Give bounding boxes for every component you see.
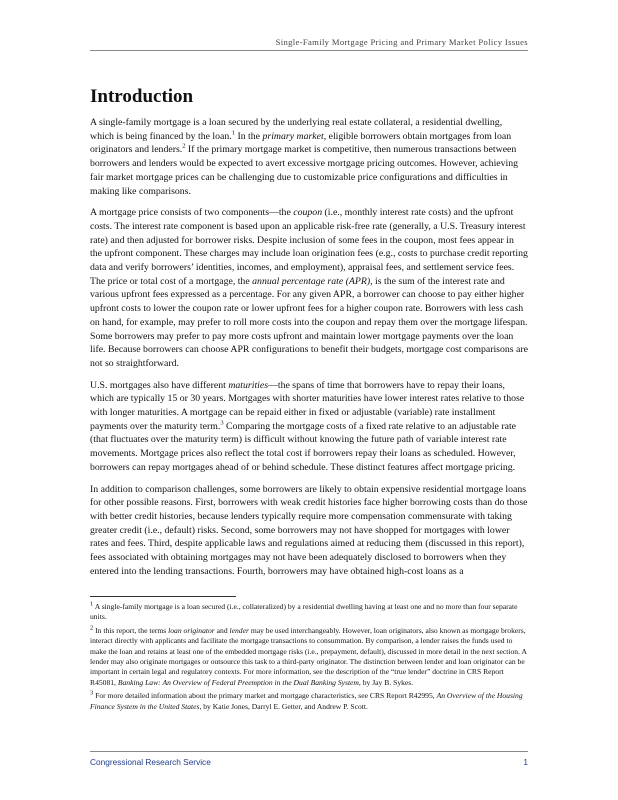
footnote-2-text-b: and: [214, 625, 230, 635]
page-number: 1: [523, 757, 528, 767]
section-title: Introduction: [90, 86, 194, 107]
paragraph-3: [90, 379, 528, 475]
p3-emphasis-maturities: maturities: [228, 379, 269, 391]
p3-text-a: U.S. mortgages also have different: [90, 379, 229, 391]
footnote-2-report-title: Banking Law: An Overview of Federal Preemption in the Dual Banking System: [117, 677, 359, 687]
footer-publisher: Congressional Research Service: [90, 757, 211, 767]
footnote-3-text-a: For more detailed information about the primary market and mortgage characteristics, see CRS Report R42995,: [93, 691, 437, 701]
p2-text-b: (i.e., monthly interest rate costs) and the upfront costs. The interest rate component is based upon an applicable risk-free rate (generally, a U.S. Treasury interest rate) and then adjusted for borrower risks. Despite inclusion of some fees in the coupon, most fees appear in the upfront component. These charges may include loan origination fees (e.g., costs to purchase credit reporting data and verify borrowers’ identities, incomes, and employment), appraisal fees, and settlement service fees. The price or total cost of a mortgage, the: [90, 207, 528, 287]
p2-emphasis-apr: annual percentage rate (APR): [252, 275, 371, 287]
footnote-3: [90, 691, 528, 712]
footnote-2-text-a: In this report, the terms: [93, 625, 169, 635]
footnote-ref-1[interactable]: 1: [231, 129, 235, 137]
footnote-2-text-c: may be used interchangeably. However, loan originators, also known as mortgage brokers, interact directly with applicants and facilitate the mortgage transactions to consummation. By comparison, a lender raises the funds used to make the loan and retains at least one of the embedded mortgage risks (i.e., prepayment, default), discussed in more detail in the next section. A lender may also originate mortgages or outsource this task to a third-party originator. The distinction between lender and loan originator can be important in certain legal and regulatory contexts. For more information, see the description of the “true lender” doctrine in CRS Report R45081,: [90, 625, 527, 687]
footnote-1: [90, 602, 528, 623]
p2-text-c: , is the sum of the interest rate and various upfront fees expressed as a percentage. For any given APR, a borrower can choose to pay either higher upfront costs to lower the coupon rate or lower upfront fees for a higher coupon rate. Borrowers with less cash on hand, for example, may prefer to roll more costs into the coupon and repay them over the mortgage lifespan. Some borrowers may prefer to pay more costs upfront and maintain lower mortgage payments over the loan life. Because borrowers can choose APR configurations to benefit their budgets, mortgage cost comparisons are not so straightforward.: [90, 275, 529, 369]
footnote-2: [90, 626, 528, 688]
footnote-2-text-d: , by Jay B. Sykes.: [358, 677, 414, 687]
footnote-2-number: 2: [90, 624, 94, 632]
paragraph-4: [90, 483, 528, 579]
p1-emphasis-primary-market: primary market: [262, 130, 324, 142]
footer-rule: [90, 751, 528, 752]
p3-text-c: Comparing the mortgage costs of a fixed rate relative to an adjustable rate (that fluctuates over the maturity term) is difficult without knowing the future path of variable interest rate movements. Mortgage prices also reflect the total cost if borrowers repay their loans as scheduled. However, borrowers can repay mortgages ahead of or behind schedule. These distinct features affect mortgage pricing.: [90, 420, 517, 473]
p2-emphasis-coupon: coupon: [293, 207, 323, 219]
footnote-2-emphasis-lender: lender: [229, 625, 249, 635]
footnote-ref-3[interactable]: 3: [220, 419, 224, 427]
main-content: [90, 86, 528, 587]
paragraph-1: [90, 116, 528, 198]
footnote-separator: [90, 596, 236, 597]
header-rule: [90, 50, 528, 51]
footnotes: [90, 602, 528, 715]
running-header: Single-Family Mortgage Pricing and Primary Market Policy Issues: [275, 37, 528, 47]
paragraph-2: [90, 206, 528, 370]
p1-text-c: , eligible borrowers obtain mortgages from loan originators and lenders.: [90, 130, 512, 156]
p4-text-a: In addition to comparison challenges, some borrowers are likely to obtain expensive residential mortgage loans for other possible reasons. First, borrowers with weak credit histories face higher borrowing costs than do those with better credit histories, because lenders typically require more compensation commensurate with taking greater credit (i.e., default) risks. Second, some borrowers may not have shopped for mortgages with lower rates and fees. Third, despite applicable laws and regulations aimed at reducing them (discussed in this report), fees associated with obtaining mortgages may not have been adequately disclosed to borrowers when they entered into the lending transactions. Fourth, borrowers may have obtained high-cost loans as a: [90, 483, 528, 577]
p1-text-a: A single-family mortgage is a loan secured by the underlying real estate collateral, a residential dwelling, which is being financed by the loan.: [90, 117, 503, 142]
footnote-2-emphasis-loan-originator: loan originator: [168, 625, 215, 635]
footnote-3-report-title: An Overview of the Housing Finance System in the United States: [90, 691, 523, 711]
footnote-ref-2[interactable]: 2: [182, 143, 186, 151]
p1-text-b: In the: [235, 130, 263, 142]
footnote-3-text-b: , by Katie Jones, Darryl E. Getter, and Andrew P. Scott.: [199, 701, 368, 711]
footnote-1-number: 1: [90, 600, 94, 608]
p1-text-d: If the primary mortgage market is competitive, then numerous transactions between borrowers and lenders would be expected to avert excessive mortgage pricing outcomes. However, achieving fair market mortgage prices can be challenging due to customizable price configurations and difficulties in making like comparisons.: [90, 144, 519, 197]
footnote-3-number: 3: [90, 689, 94, 697]
p2-text-a: A mortgage price consists of two components—the: [90, 207, 294, 219]
footnote-1-text: A single-family mortgage is a loan secured (i.e., collateralized) by a residential dwelling having at least one and no more than four separate units.: [90, 602, 518, 622]
p3-text-b: —the spans of time that borrowers have to repay their loans, which are typically 15 or 30 years. Mortgages with shorter maturities have lower interest rates relative to those with longer maturities. A mortgage can be repaid either in fixed or adjustable (variable) rate installment payments over the maturity term.: [90, 379, 525, 432]
